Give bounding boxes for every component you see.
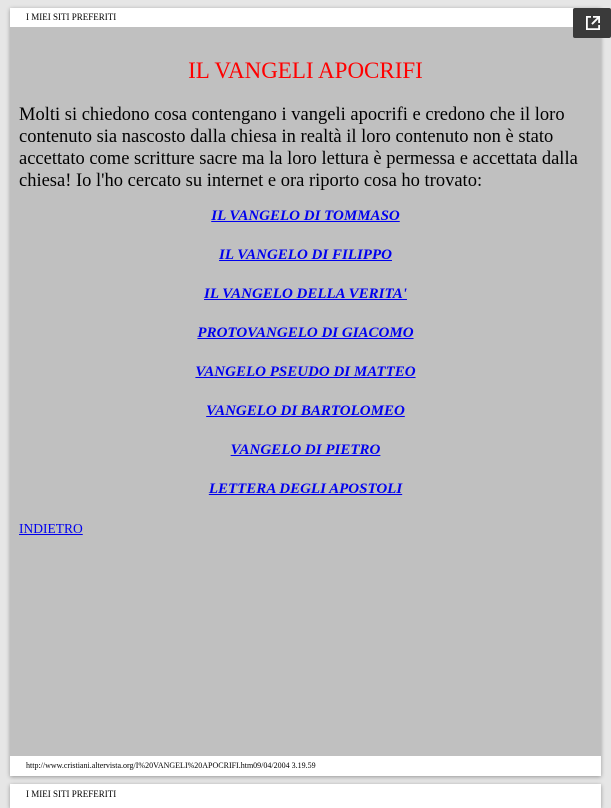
open-in-new-icon (573, 8, 611, 38)
open-in-new-button[interactable] (573, 8, 611, 38)
next-page-header-text: I MIEI SITI PREFERITI (26, 789, 117, 799)
gospel-links-list (10, 208, 601, 520)
link-vangelo-pietro[interactable]: VANGELO DI PIETRO (230, 442, 381, 458)
page-header-text: I MIEI SITI PREFERITI (26, 12, 117, 22)
page-footer-url: http://www.cristiani.altervista.org/I%20VANGELI%20APOCRIFI.htm09/04/2004 3.19.59 (26, 761, 316, 770)
link-vangelo-filippo[interactable]: IL VANGELO DI FILIPPO (219, 247, 392, 263)
page-header (10, 8, 601, 27)
link-vangelo-pseudo-matteo[interactable]: VANGELO PSEUDO DI MATTEO (195, 364, 416, 380)
link-vangelo-verita[interactable]: IL VANGELO DELLA VERITA' (204, 286, 407, 302)
page-title: IL VANGELI APOCRIFI (188, 58, 423, 83)
link-protovangelo-giacomo[interactable]: PROTOVANGELO DI GIACOMO (197, 325, 414, 341)
link-vangelo-bartolomeo[interactable]: VANGELO DI BARTOLOMEO (206, 403, 405, 419)
intro-paragraph: Molti si chiedono cosa contengano i vangeli apocrifi e credono che il loro contenuto sia nascosto dalla chiesa in realtà il loro contenuto non è stato accettato come scritture sacre ma la loro lettura è permessa e accettata dalla chiesa! Io l'ho cercato su internet e ora riporto cosa ho trovato: (19, 105, 578, 191)
page-footer (10, 756, 601, 776)
link-vangelo-tommaso[interactable]: IL VANGELO DI TOMMASO (211, 208, 400, 224)
document-page (10, 8, 601, 776)
next-page-header (10, 784, 601, 808)
link-lettera-apostoli[interactable]: LETTERA DEGLI APOSTOLI (208, 481, 403, 497)
back-link[interactable]: INDIETRO (19, 521, 83, 536)
